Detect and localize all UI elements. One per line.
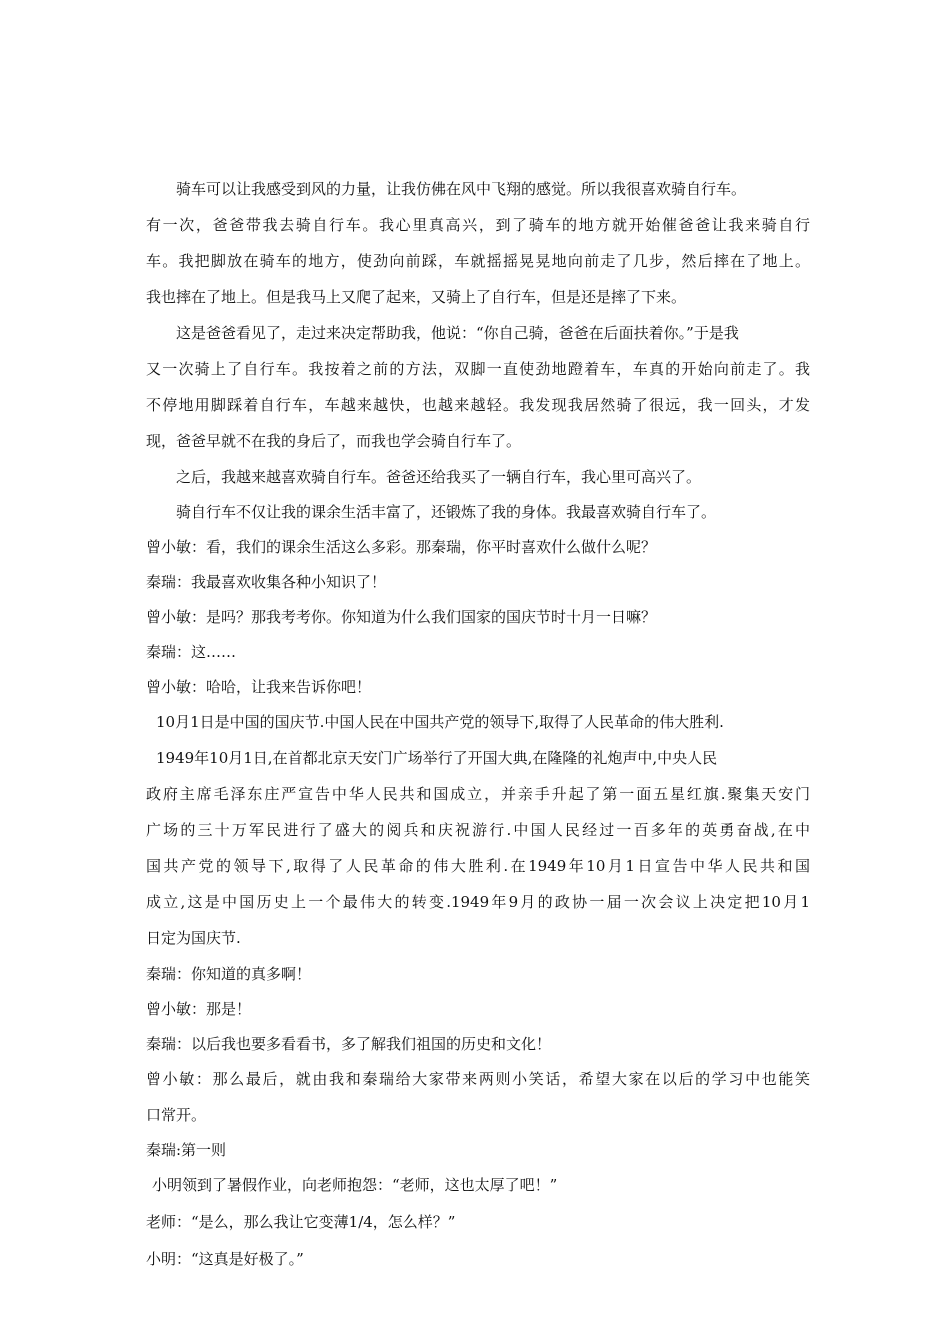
dialogue-line: 曾小敏：那么最后，就由我和秦瑞给大家带来两则小笑话，希望大家在以后的学习中也能笑	[146, 1070, 810, 1088]
dialogue-line: 秦瑞：这……	[146, 643, 237, 661]
history-line: 日定为国庆节.	[146, 929, 241, 947]
dialogue-line: 曾小敏：是吗？那我考考你。你知道为什么我们国家的国庆节时十月一日嘛？	[146, 608, 657, 626]
story-line: 骑自行车不仅让我的课余生活丰富了，还锻炼了我的身体。我最喜欢骑自行车了。	[176, 503, 717, 521]
dialogue-line: 秦瑞:第一则	[146, 1141, 227, 1159]
joke-line: 小明：“这真是好极了。”	[146, 1250, 304, 1268]
story-line: 这是爸爸看见了，走过来决定帮助我，他说：“你自己骑，爸爸在后面扶着你。”于是我	[176, 324, 739, 342]
history-line: 成立,这是中国历史上一个最伟大的转变.1949年9月的政协一届一次会议上决定把10月1	[146, 893, 810, 911]
joke-line: 小明领到了暑假作业，向老师抱怨：“老师，这也太厚了吧！”	[152, 1176, 558, 1194]
joke-line: 老师：“是么，那么我让它变薄1/4，怎么样？”	[146, 1213, 456, 1231]
story-line: 不停地用脚踩着自行车，车越来越快，也越来越轻。我发现我居然骑了很远，我一回头，才发	[146, 396, 810, 414]
dialogue-line: 曾小敏：看，我们的课余生活这么多彩。那秦瑞，你平时喜欢什么做什么呢？	[146, 538, 657, 556]
story-line: 骑车可以让我感受到风的力量，让我仿佛在风中飞翔的感觉。所以我很喜欢骑自行车。	[176, 180, 747, 198]
dialogue-line: 秦瑞：以后我也要多看看书，多了解我们祖国的历史和文化！	[146, 1035, 552, 1053]
story-line: 现，爸爸早就不在我的身后了，而我也学会骑自行车了。	[146, 432, 522, 450]
story-line: 有一次，爸爸带我去骑自行车。我心里真高兴，到了骑车的地方就开始催爸爸让我来骑自行	[146, 216, 810, 234]
history-line: 政府主席毛泽东庄严宣告中华人民共和国成立，并亲手升起了第一面五星红旗.聚集天安门	[146, 785, 810, 803]
history-line: 1949年10月1日,在首都北京天安门广场举行了开国大典,在隆隆的礼炮声中,中央人民	[156, 749, 718, 767]
story-line: 又一次骑上了自行车。我按着之前的方法，双脚一直使劲地蹬着车，车真的开始向前走了。我	[146, 360, 810, 378]
history-line: 广场的三十万军民进行了盛大的阅兵和庆祝游行.中国人民经过一百多年的英勇奋战,在中	[146, 821, 810, 839]
dialogue-line: 秦瑞：你知道的真多啊！	[146, 965, 312, 983]
story-line: 之后，我越来越喜欢骑自行车。爸爸还给我买了一辆自行车，我心里可高兴了。	[176, 468, 702, 486]
history-line: 国共产党的领导下,取得了人民革命的伟大胜利.在1949年10月1日宣告中华人民共和国	[146, 857, 810, 875]
dialogue-line: 口常开。	[146, 1106, 207, 1124]
story-line: 我也摔在了地上。但是我马上又爬了起来，又骑上了自行车，但是还是摔了下来。	[146, 288, 687, 306]
story-line: 车。我把脚放在骑车的地方，使劲向前踩，车就摇摇晃晃地向前走了几步，然后摔在了地上。	[146, 252, 810, 270]
dialogue-line: 曾小敏：那是！	[146, 1000, 252, 1018]
history-line: 10月1日是中国的国庆节.中国人民在中国共产党的领导下,取得了人民革命的伟大胜利.	[156, 713, 724, 731]
dialogue-line: 秦瑞：我最喜欢收集各种小知识了！	[146, 573, 387, 591]
dialogue-line: 曾小敏：哈哈，让我来告诉你吧！	[146, 678, 372, 696]
